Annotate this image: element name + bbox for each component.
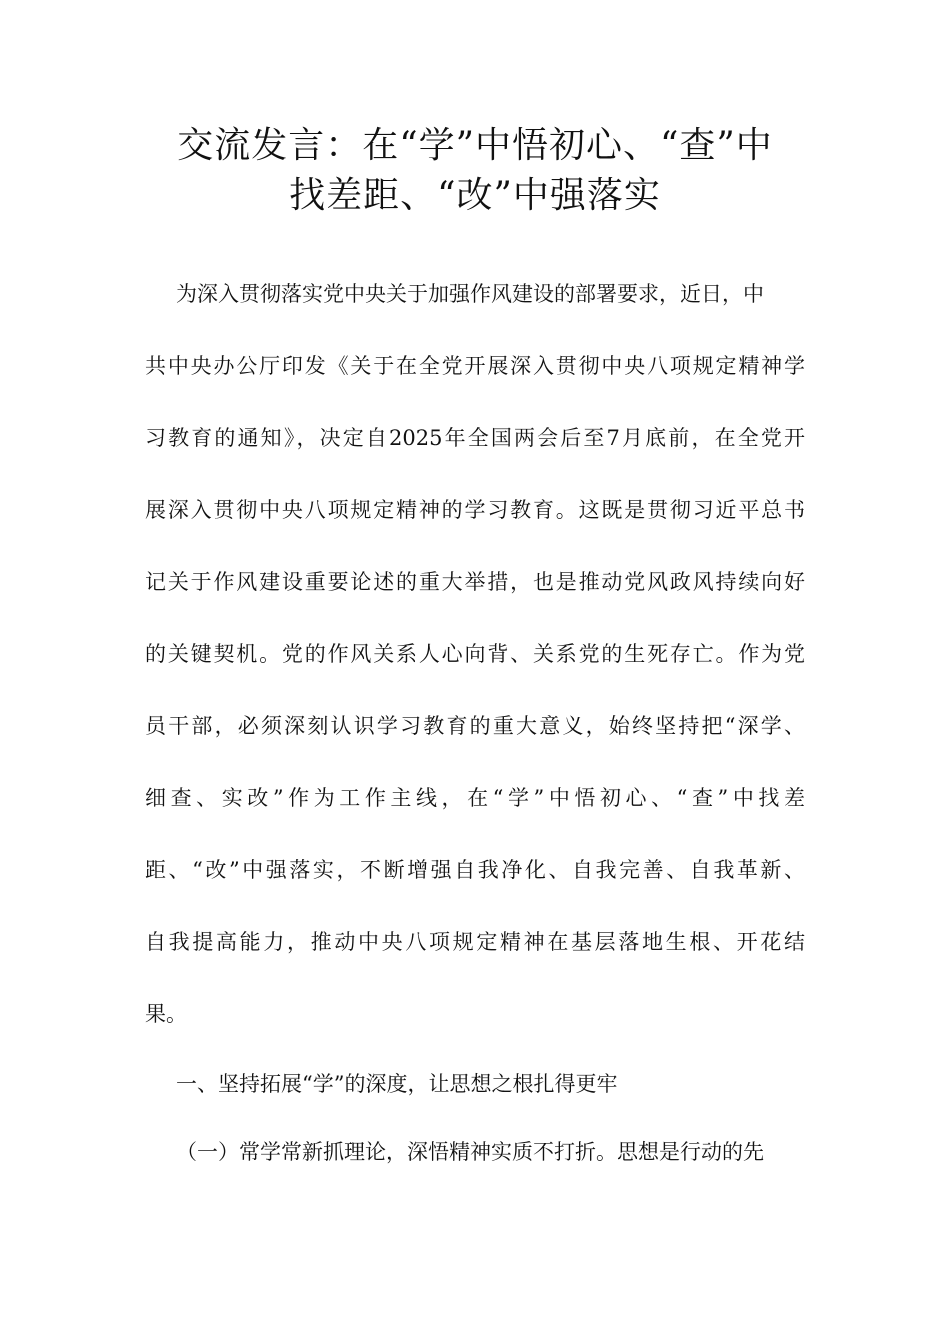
subsection-heading-1: （一）常学常新抓理论，深悟精神实质不打折。思想是行动的先: [176, 1140, 764, 1164]
paragraph-line-1: 为深入贯彻落实党中央关于加强作风建设的部署要求，近日，中: [176, 282, 764, 306]
paragraph-line-11: 果。: [145, 1002, 187, 1026]
paragraph-line-2: 共中央办公厅印发《关于在全党开展深入贯彻中央八项规定精神学: [145, 354, 805, 378]
paragraph-line-3: 习教育的通知》，决定自2025年全国两会后至7月底前，在全党开: [145, 426, 805, 450]
paragraph-line-6: 的关键契机。党的作风关系人心向背、关系党的生死存亡。作为党: [145, 642, 805, 666]
document-title-line-1: 交流发言：在“学”中悟初心、“查”中: [177, 125, 773, 166]
section-heading-1: 一、坚持拓展“学”的深度，让思想之根扎得更牢: [176, 1072, 618, 1096]
paragraph-line-10: 自我提高能力，推动中央八项规定精神在基层落地生根、开花结: [145, 930, 805, 954]
paragraph-line-9: 距、“改”中强落实，不断增强自我净化、自我完善、自我革新、: [145, 858, 805, 882]
paragraph-line-4: 展深入贯彻中央八项规定精神的学习教育。这既是贯彻习近平总书: [145, 498, 805, 522]
paragraph-line-7: 员干部，必须深刻认识学习教育的重大意义，始终坚持把“深学、: [145, 714, 805, 738]
paragraph-line-8: 细查、实改”作为工作主线，在“学”中悟初心、“查”中找差: [145, 786, 805, 810]
paragraph-line-5: 记关于作风建设重要论述的重大举措，也是推动党风政风持续向好: [145, 570, 805, 594]
document-title-line-2: 找差距、“改”中强落实: [289, 175, 661, 216]
